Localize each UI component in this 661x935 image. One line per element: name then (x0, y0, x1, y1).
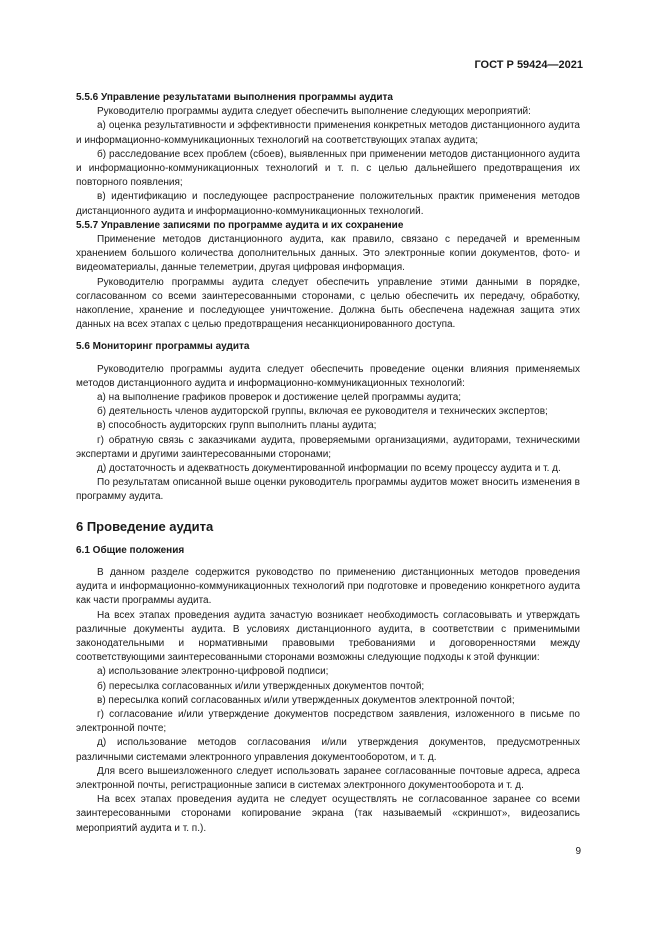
paragraph: В данном разделе содержится руководство по применению дистанционных методов проведения аудита и информационно-коммуникационных технологий при подготовке и проведению конкретного аудита как части программы аудита. (76, 566, 580, 607)
paragraph: в) идентификацию и последующее распространение положительных практик применения методов дистанционного аудита и информационно-коммуникационных технологий. (76, 191, 580, 217)
paragraph: На всех этапах проведения аудита не следует осуществлять не согласованное заранее со всеми заинтересованными сторонами копирование экрана (так называемый «скриншот», видеозапись мероприятий аудита и т. п.). (76, 794, 580, 834)
paragraph: По результатам описанной выше оценки руководитель программы аудитов может вносить изменения в программу аудита. (76, 477, 580, 503)
paragraph: а) использование электронно-цифровой подписи; (97, 666, 329, 678)
subsection-heading: 6.1 Общие положения (76, 544, 185, 556)
paragraph: На всех этапах проведения аудита зачастую возникает необходимость согласовывать и утверждать различные документы аудита. В условиях дистанционного аудита, в соответствии с применимыми законодательными и нормативными правовыми требованиями и договоренностями между соответствующими заинтересованными сторонами возможны следующие подходы к этой функции: (76, 609, 580, 664)
paragraph: б) деятельность членов аудиторской группы, включая ее руководителя и технических экспертов; (97, 406, 548, 418)
paragraph: г) согласование и/или утверждение документов посредством заявления, изложенного в письме по электронной почте; (76, 708, 580, 735)
subsection-heading: 5.5.7 Управление записями по программе аудита и их сохранение (76, 219, 404, 231)
paragraph: а) оценка результативности и эффективности применения конкретных методов дистанционного аудита и информационно-коммуникационных технологий на соответствующих этапах аудита; (76, 120, 580, 146)
paragraph: Руководителю программы аудита следует обеспечить управление этими данными в порядке, согласованном со всеми заинтересованными сторонами, с целью обеспечить их передачу, обработку, накопление, хранение и последующее уничтожение. Должна быть обеспечена надежная защита этих данных на всех этапах с целью предотвращения несанкционированного доступа. (76, 276, 580, 331)
paragraph: в) способность аудиторских групп выполнить планы аудита; (97, 420, 377, 432)
document-id-header: ГОСТ Р 59424—2021 (474, 59, 583, 71)
paragraph: Применение методов дистанционного аудита, как правило, связано с передачей и временным хранением большого количества дополнительных данных. Это электронные копии документов, фото- и видеоматериалы, данные телеметрии, другая цифровая информация. (76, 234, 580, 274)
paragraph: а) на выполнение графиков проверок и достижение целей программы аудита; (97, 392, 462, 404)
subsection-heading: 5.6 Мониторинг программы аудита (76, 341, 250, 353)
paragraph: Руководителю программы аудита следует обеспечить выполнение следующих мероприятий: (97, 106, 531, 118)
paragraph: д) достаточность и адекватность документированной информации по всему процессу аудита и т. д. (97, 463, 561, 475)
paragraph: д) использование методов согласования и/или утверждения документов, предусмотренных различными системами электронного управления документооборотом, и т. д. (76, 737, 580, 763)
subsection-heading: 5.5.6 Управление результатами выполнения программы аудита (76, 92, 393, 103)
paragraph: г) обратную связь с заказчиками аудита, проверяемыми организациями, аудиторами, техническими экспертами и другими заинтересованными сторонами; (76, 434, 580, 460)
paragraph: б) пересылка согласованных и/или утвержденных документов почтой; (97, 680, 425, 692)
section-heading: 6 Проведение аудита (76, 518, 214, 534)
page-number: 9 (575, 846, 581, 857)
paragraph: в) пересылка копий согласованных и/или утвержденных документов электронной почтой; (97, 694, 515, 706)
paragraph: б) расследование всех проблем (сбоев), выявленных при применении методов дистанционного аудита и информационно-коммуникационных технологий и т. п. с целью дальнейшего предотвращения их повторного появления; (76, 148, 580, 189)
document-body (76, 91, 580, 836)
paragraph: Руководителю программы аудита следует обеспечить проведение оценки влияния применяемых методов дистанционного аудита и информационно-коммуникационных технологий: (76, 363, 580, 389)
paragraph: Для всего вышеизложенного следует использовать заранее согласованные почтовые адреса, адреса электронной почты, регистрационные записи в системах электронного документооборота и т. д. (76, 765, 580, 791)
